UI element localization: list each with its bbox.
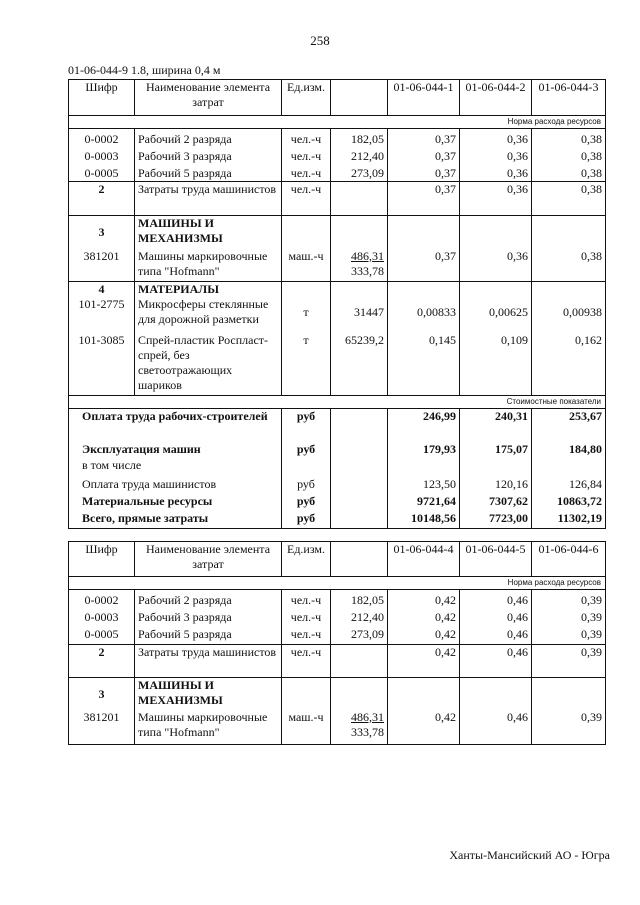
cost-row	[69, 477, 606, 494]
material-name: Микросферы стеклянные для дорожной разметки	[135, 297, 282, 333]
labor-price: 273,09	[351, 627, 384, 641]
cost-row	[69, 511, 606, 528]
labor-price: 212,40	[351, 149, 384, 163]
machinists-value: 0,36	[460, 182, 532, 216]
cost-value: 246,99	[388, 408, 460, 442]
machinists-unit: чел.-ч	[282, 645, 331, 678]
labor-name: Рабочий 3 разряда	[138, 149, 232, 163]
table-row	[69, 710, 606, 745]
table-row	[69, 645, 606, 678]
header-price	[331, 542, 388, 577]
cost-name: в том числе	[69, 458, 282, 477]
material-code: 101-3085	[69, 333, 135, 395]
cost-name: Оплата труда рабочих-строителей	[69, 408, 282, 442]
machines-section-code: 3	[69, 216, 135, 249]
cost-value: 120,16	[460, 477, 532, 494]
material-code: 101-2775	[69, 297, 135, 333]
section-row	[69, 282, 606, 298]
material-price: 31447	[331, 297, 388, 333]
header-name: Наименование элемента затрат	[135, 80, 282, 116]
labor-code: 0-0002	[84, 132, 119, 146]
cost-unit: руб	[282, 511, 331, 528]
material-name: Спрей-пластик Роспласт-спрей, без светоотражающих шариков	[135, 333, 282, 395]
labor-price: 212,40	[351, 610, 384, 624]
labor-value: 0,39	[581, 610, 602, 624]
labor-value: 0,36	[507, 149, 528, 163]
machinists-value: 0,39	[532, 645, 606, 678]
labor-code: 0-0003	[84, 149, 119, 163]
labor-value: 0,37	[435, 166, 456, 180]
labor-value: 0,46	[507, 593, 528, 607]
cost-value: 184,80	[532, 442, 606, 458]
labor-value: 0,36	[507, 166, 528, 180]
header-col-5: 01-06-044-5	[460, 542, 532, 577]
cost-name: Всего, прямые затраты	[69, 511, 282, 528]
cost-value: 11302,19	[532, 511, 606, 528]
machine-price: 486,31	[351, 709, 384, 724]
labor-value: 0,46	[507, 610, 528, 624]
labor-unit: чел.-ч	[290, 132, 322, 146]
cost-value: 240,31	[460, 408, 532, 442]
labor-value: 0,46	[507, 627, 528, 641]
machinists-name: Затраты труда машинистов	[135, 182, 282, 216]
machine-price: 486,31	[351, 248, 384, 263]
labor-unit: чел.-ч	[290, 149, 322, 163]
material-value: 0,109	[460, 333, 532, 395]
labor-price: 182,05	[351, 132, 384, 146]
header-code: Шифр	[69, 80, 135, 116]
labor-name: Рабочий 2 разряда	[138, 593, 232, 607]
header-col-3: 01-06-044-3	[532, 80, 606, 116]
table-row	[69, 182, 606, 216]
labor-code: 0-0005	[84, 166, 119, 180]
table-row	[69, 249, 606, 282]
section-row	[69, 216, 606, 249]
resource-table-2	[68, 541, 606, 745]
cost-name: Оплата труда машинистов	[69, 477, 282, 494]
resource-table-1	[68, 79, 606, 529]
cost-name: Материальные ресурсы	[69, 494, 282, 511]
machinists-value: 0,38	[532, 182, 606, 216]
table-row	[69, 297, 606, 333]
table-header-row	[69, 80, 606, 116]
machine-code: 381201	[69, 249, 135, 282]
labor-value: 0,39	[581, 627, 602, 641]
labor-value: 0,42	[435, 627, 456, 641]
labor-name: Рабочий 2 разряда	[138, 132, 232, 146]
labor-name: Рабочий 3 разряда	[138, 610, 232, 624]
machine-name: Машины маркировочные типа "Hofmann"	[135, 249, 282, 282]
machinists-name: Затраты труда машинистов	[135, 645, 282, 678]
labor-value: 0,38	[581, 149, 602, 163]
labor-price: 182,05	[351, 593, 384, 607]
labor-code: 0-0003	[84, 610, 119, 624]
materials-section-title: МАТЕРИАЛЫ	[135, 282, 282, 298]
machinists-unit: чел.-ч	[282, 182, 331, 216]
labor-value: 0,37	[435, 132, 456, 146]
table-row	[69, 590, 606, 645]
table-subtitle: 01-06-044-9 1.8, ширина 0,4 м	[68, 63, 221, 77]
material-value: 0,00833	[388, 297, 460, 333]
labor-name: Рабочий 5 разряда	[138, 166, 232, 180]
material-price: 65239,2	[331, 333, 388, 395]
table-row	[69, 129, 606, 182]
page-footer-region: Ханты-Мансийский АО - Югра	[449, 848, 610, 862]
labor-unit: чел.-ч	[290, 593, 322, 607]
labor-unit: чел.-ч	[290, 166, 322, 180]
cost-unit: руб	[282, 494, 331, 511]
cost-value: 10863,72	[532, 494, 606, 511]
header-price	[331, 80, 388, 116]
header-col-6: 01-06-044-6	[532, 542, 606, 577]
machine-value: 0,38	[532, 249, 606, 282]
labor-code: 0-0002	[84, 593, 119, 607]
cost-row	[69, 458, 606, 477]
header-name: Наименование элемента затрат	[135, 542, 282, 577]
labor-value: 0,38	[581, 166, 602, 180]
header-col-2: 01-06-044-2	[460, 80, 532, 116]
table-header-row	[69, 542, 606, 577]
labor-unit: чел.-ч	[290, 627, 322, 641]
labor-value: 0,42	[435, 610, 456, 624]
cost-value: 253,67	[532, 408, 606, 442]
machine-value: 0,46	[460, 710, 532, 745]
cost-unit: руб	[282, 477, 331, 494]
header-col-1: 01-06-044-1	[388, 80, 460, 116]
machine-value: 0,37	[388, 249, 460, 282]
material-value: 0,00938	[532, 297, 606, 333]
labor-name: Рабочий 5 разряда	[138, 627, 232, 641]
labor-value: 0,42	[435, 593, 456, 607]
cost-unit: руб	[282, 408, 331, 442]
cost-row	[69, 442, 606, 458]
norm-caption: Норма расхода ресурсов	[69, 116, 606, 129]
machines-section-title: МАШИНЫ И МЕХАНИЗМЫ	[135, 216, 282, 249]
cost-unit: руб	[282, 442, 331, 458]
norm-caption: Норма расхода ресурсов	[69, 577, 606, 590]
cost-value: 9721,64	[388, 494, 460, 511]
cost-value: 10148,56	[388, 511, 460, 528]
labor-value: 0,37	[435, 149, 456, 163]
material-unit: т	[282, 333, 331, 395]
machinists-code: 2	[69, 645, 135, 678]
cost-value: 7723,00	[460, 511, 532, 528]
machine-price-machinist: 333,78	[351, 724, 384, 739]
cost-row	[69, 494, 606, 511]
machine-price-machinist: 333,78	[351, 263, 384, 278]
material-unit: т	[282, 297, 331, 333]
material-value: 0,162	[532, 333, 606, 395]
header-unit: Ед.изм.	[282, 80, 331, 116]
machinists-value: 0,42	[388, 645, 460, 678]
labor-value: 0,36	[507, 132, 528, 146]
machines-section-title: МАШИНЫ И МЕХАНИЗМЫ	[135, 678, 282, 710]
labor-code: 0-0005	[84, 627, 119, 641]
cost-value: 7307,62	[460, 494, 532, 511]
cost-name: Эксплуатация машин	[69, 442, 282, 458]
machines-section-code: 3	[69, 678, 135, 710]
labor-price: 273,09	[351, 166, 384, 180]
cost-value: 126,84	[532, 477, 606, 494]
material-value: 0,00625	[460, 297, 532, 333]
machinists-value: 0,46	[460, 645, 532, 678]
cost-value: 123,50	[388, 477, 460, 494]
header-unit: Ед.изм.	[282, 542, 331, 577]
machine-unit: маш.-ч	[282, 710, 331, 745]
machine-value: 0,36	[460, 249, 532, 282]
labor-value: 0,39	[581, 593, 602, 607]
machinists-code: 2	[69, 182, 135, 216]
section-row	[69, 678, 606, 710]
cost-caption: Стоимостные показатели	[69, 395, 606, 408]
machine-name: Машины маркировочные типа "Hofmann"	[135, 710, 282, 745]
labor-unit: чел.-ч	[290, 610, 322, 624]
machine-value: 0,42	[388, 710, 460, 745]
materials-section-code: 4	[69, 282, 135, 298]
cost-value: 179,93	[388, 442, 460, 458]
page-number: 258	[310, 33, 330, 48]
machine-value: 0,39	[532, 710, 606, 745]
machine-code: 381201	[69, 710, 135, 745]
material-value: 0,145	[388, 333, 460, 395]
cost-row	[69, 408, 606, 442]
header-col-4: 01-06-044-4	[388, 542, 460, 577]
cost-value: 175,07	[460, 442, 532, 458]
machinists-value: 0,37	[388, 182, 460, 216]
labor-value: 0,38	[581, 132, 602, 146]
machine-unit: маш.-ч	[282, 249, 331, 282]
header-code: Шифр	[69, 542, 135, 577]
table-row	[69, 333, 606, 395]
